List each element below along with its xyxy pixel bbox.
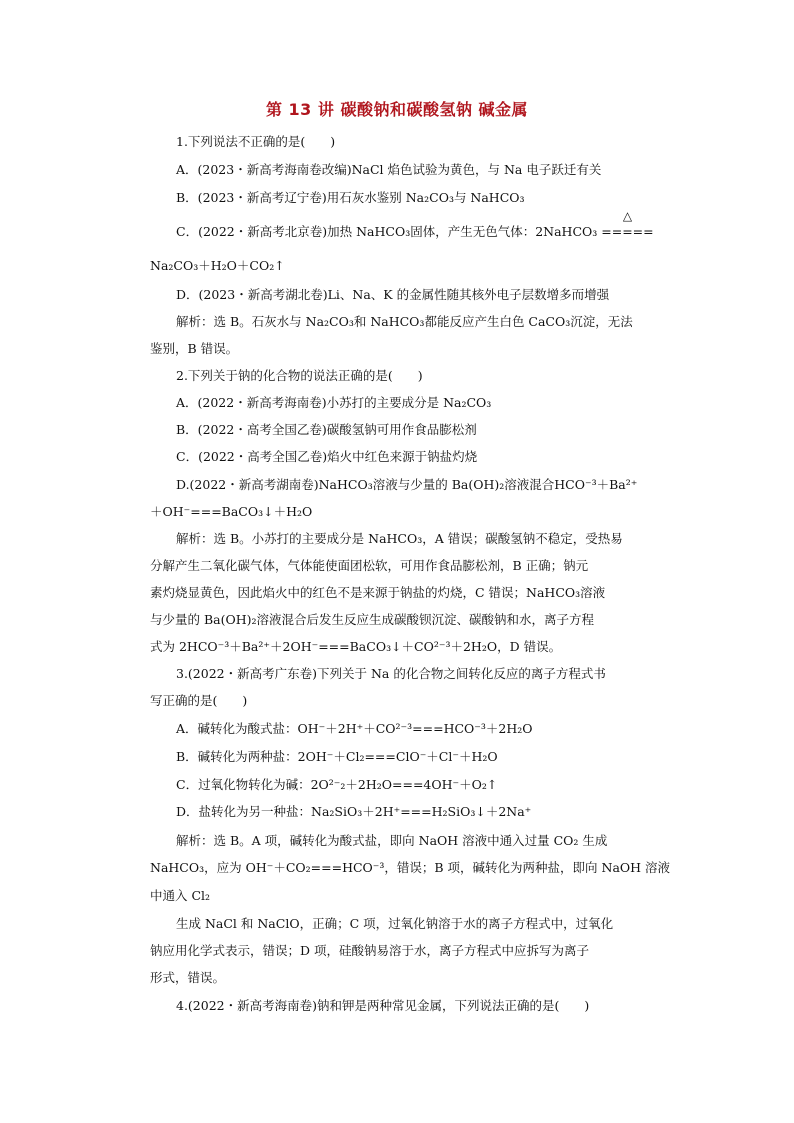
explanation-3-l4: 生成 NaCl 和 NaClO，正确；C 项，过氧化钠溶于水的离子方程式中，过氧化 [176,916,614,931]
equals-bar: ===== [601,224,654,239]
option-1b: B．(2023・新高考辽宁卷)用石灰水鉴别 Na₂CO₃与 NaHCO₃ [176,190,525,205]
explanation-3-l3: 中通入 Cl₂ [150,888,211,903]
explanation-2-l1: 解析：选 B。小苏打的主要成分是 NaHCO₃，A 错误；碳酸氢钠不稳定，受热易 [176,531,623,546]
option-2b: B．(2022・高考全国乙卷)碳酸氢钠可用作食品膨松剂 [176,422,477,437]
explanation-3-l2: NaHCO₃，应为 OH⁻＋CO₂===HCO⁻³，错误；B 项，碱转化为两种盐，即向 NaOH 溶液 [150,860,671,875]
option-3d: D．盐转化为另一种盐：Na₂SiO₃＋2H⁺===H₂SiO₃↓＋2Na⁺ [176,804,532,819]
explanation-2-l2: 分解产生二氧化碳气体，气体能使面团松软，可用作食品膨松剂，B 正确；钠元 [150,558,589,573]
question-4: 4.(2022・新高考海南卷)钠和钾是两种常见金属，下列说法正确的是( ) [176,998,590,1013]
question-3-cont: 写正确的是( ) [150,693,248,708]
option-3b: B．碱转化为两种盐：2OH⁻＋Cl₂===ClO⁻＋Cl⁻＋H₂O [176,749,498,764]
question-1: 1.下列说法不正确的是( ) [176,134,336,149]
option-2d: D.(2022・新高考湖南卷)NaHCO₃溶液与少量的 Ba(OH)₂溶液混合HCO⁻³＋Ba²⁺ [176,477,638,492]
page-title: 第 13 讲 碳酸钠和碳酸氢钠 碱金属 [265,100,529,119]
explanation-2-l5: 式为 2HCO⁻³＋Ba²⁺＋2OH⁻===BaCO₃↓＋CO²⁻³＋2H₂O，D 错误。 [150,639,562,654]
question-3: 3.(2022・新高考广东卷)下列关于 Na 的化合物之间转化反应的离子方程式书 [176,666,606,681]
explanation-1: 解析：选 B。石灰水与 Na₂CO₃和 NaHCO₃都能反应产生白色 CaCO₃沉淀，无法 [176,314,633,329]
option-2d-cont: ＋OH⁻===BaCO₃↓＋H₂O [150,504,313,519]
heating-equals-sign [601,209,654,240]
option-1a: A．(2023・新高考海南卷改编)NaCl 焰色试验为黄色，与 Na 电子跃迁有关 [176,162,602,177]
option-1c [176,209,654,240]
option-3a: A．碱转化为酸式盐：OH⁻＋2H⁺＋CO²⁻³===HCO⁻³＋2H₂O [176,721,533,736]
explanation-3-l6: 形式，错误。 [150,970,226,985]
explanation-2-l4: 与少量的 Ba(OH)₂溶液混合后发生反应生成碳酸钡沉淀、碳酸钠和水，离子方程 [150,612,595,627]
explanation-3-l1: 解析：选 B。A 项，碱转化为酸式盐，即向 NaOH 溶液中通入过量 CO₂ 生成 [176,833,608,848]
question-2: 2.下列关于钠的化合物的说法正确的是( ) [176,368,423,383]
explanation-2-l3: 素灼烧显黄色，因此焰火中的红色不是来源于钠盐的灼烧，C 错误；NaHCO₃溶液 [150,585,606,600]
option-3c: C．过氧化物转化为碱：2O²⁻₂＋2H₂O===4OH⁻＋O₂↑ [176,777,498,792]
explanation-3-l5: 钠应用化学式表示，错误；D 项，硅酸钠易溶于水，离子方程式中应拆写为离子 [150,943,589,958]
explanation-1-cont: 鉴别，B 错误。 [150,341,239,356]
option-2a: A．(2022・新高考海南卷)小苏打的主要成分是 Na₂CO₃ [176,395,492,410]
heat-triangle-icon: △ [622,209,633,223]
option-2c: C．(2022・高考全国乙卷)焰火中红色来源于钠盐灼烧 [176,449,478,464]
option-1d: D．(2023・新高考湖北卷)Li、Na、K 的金属性随其核外电子层数增多而增强 [176,287,610,302]
option-1c-cont: Na₂CO₃＋H₂O＋CO₂↑ [150,258,285,273]
option-1c-text: C．(2022・新高考北京卷)加热 NaHCO₃固体，产生无色气体：2NaHCO₃ [176,224,602,239]
